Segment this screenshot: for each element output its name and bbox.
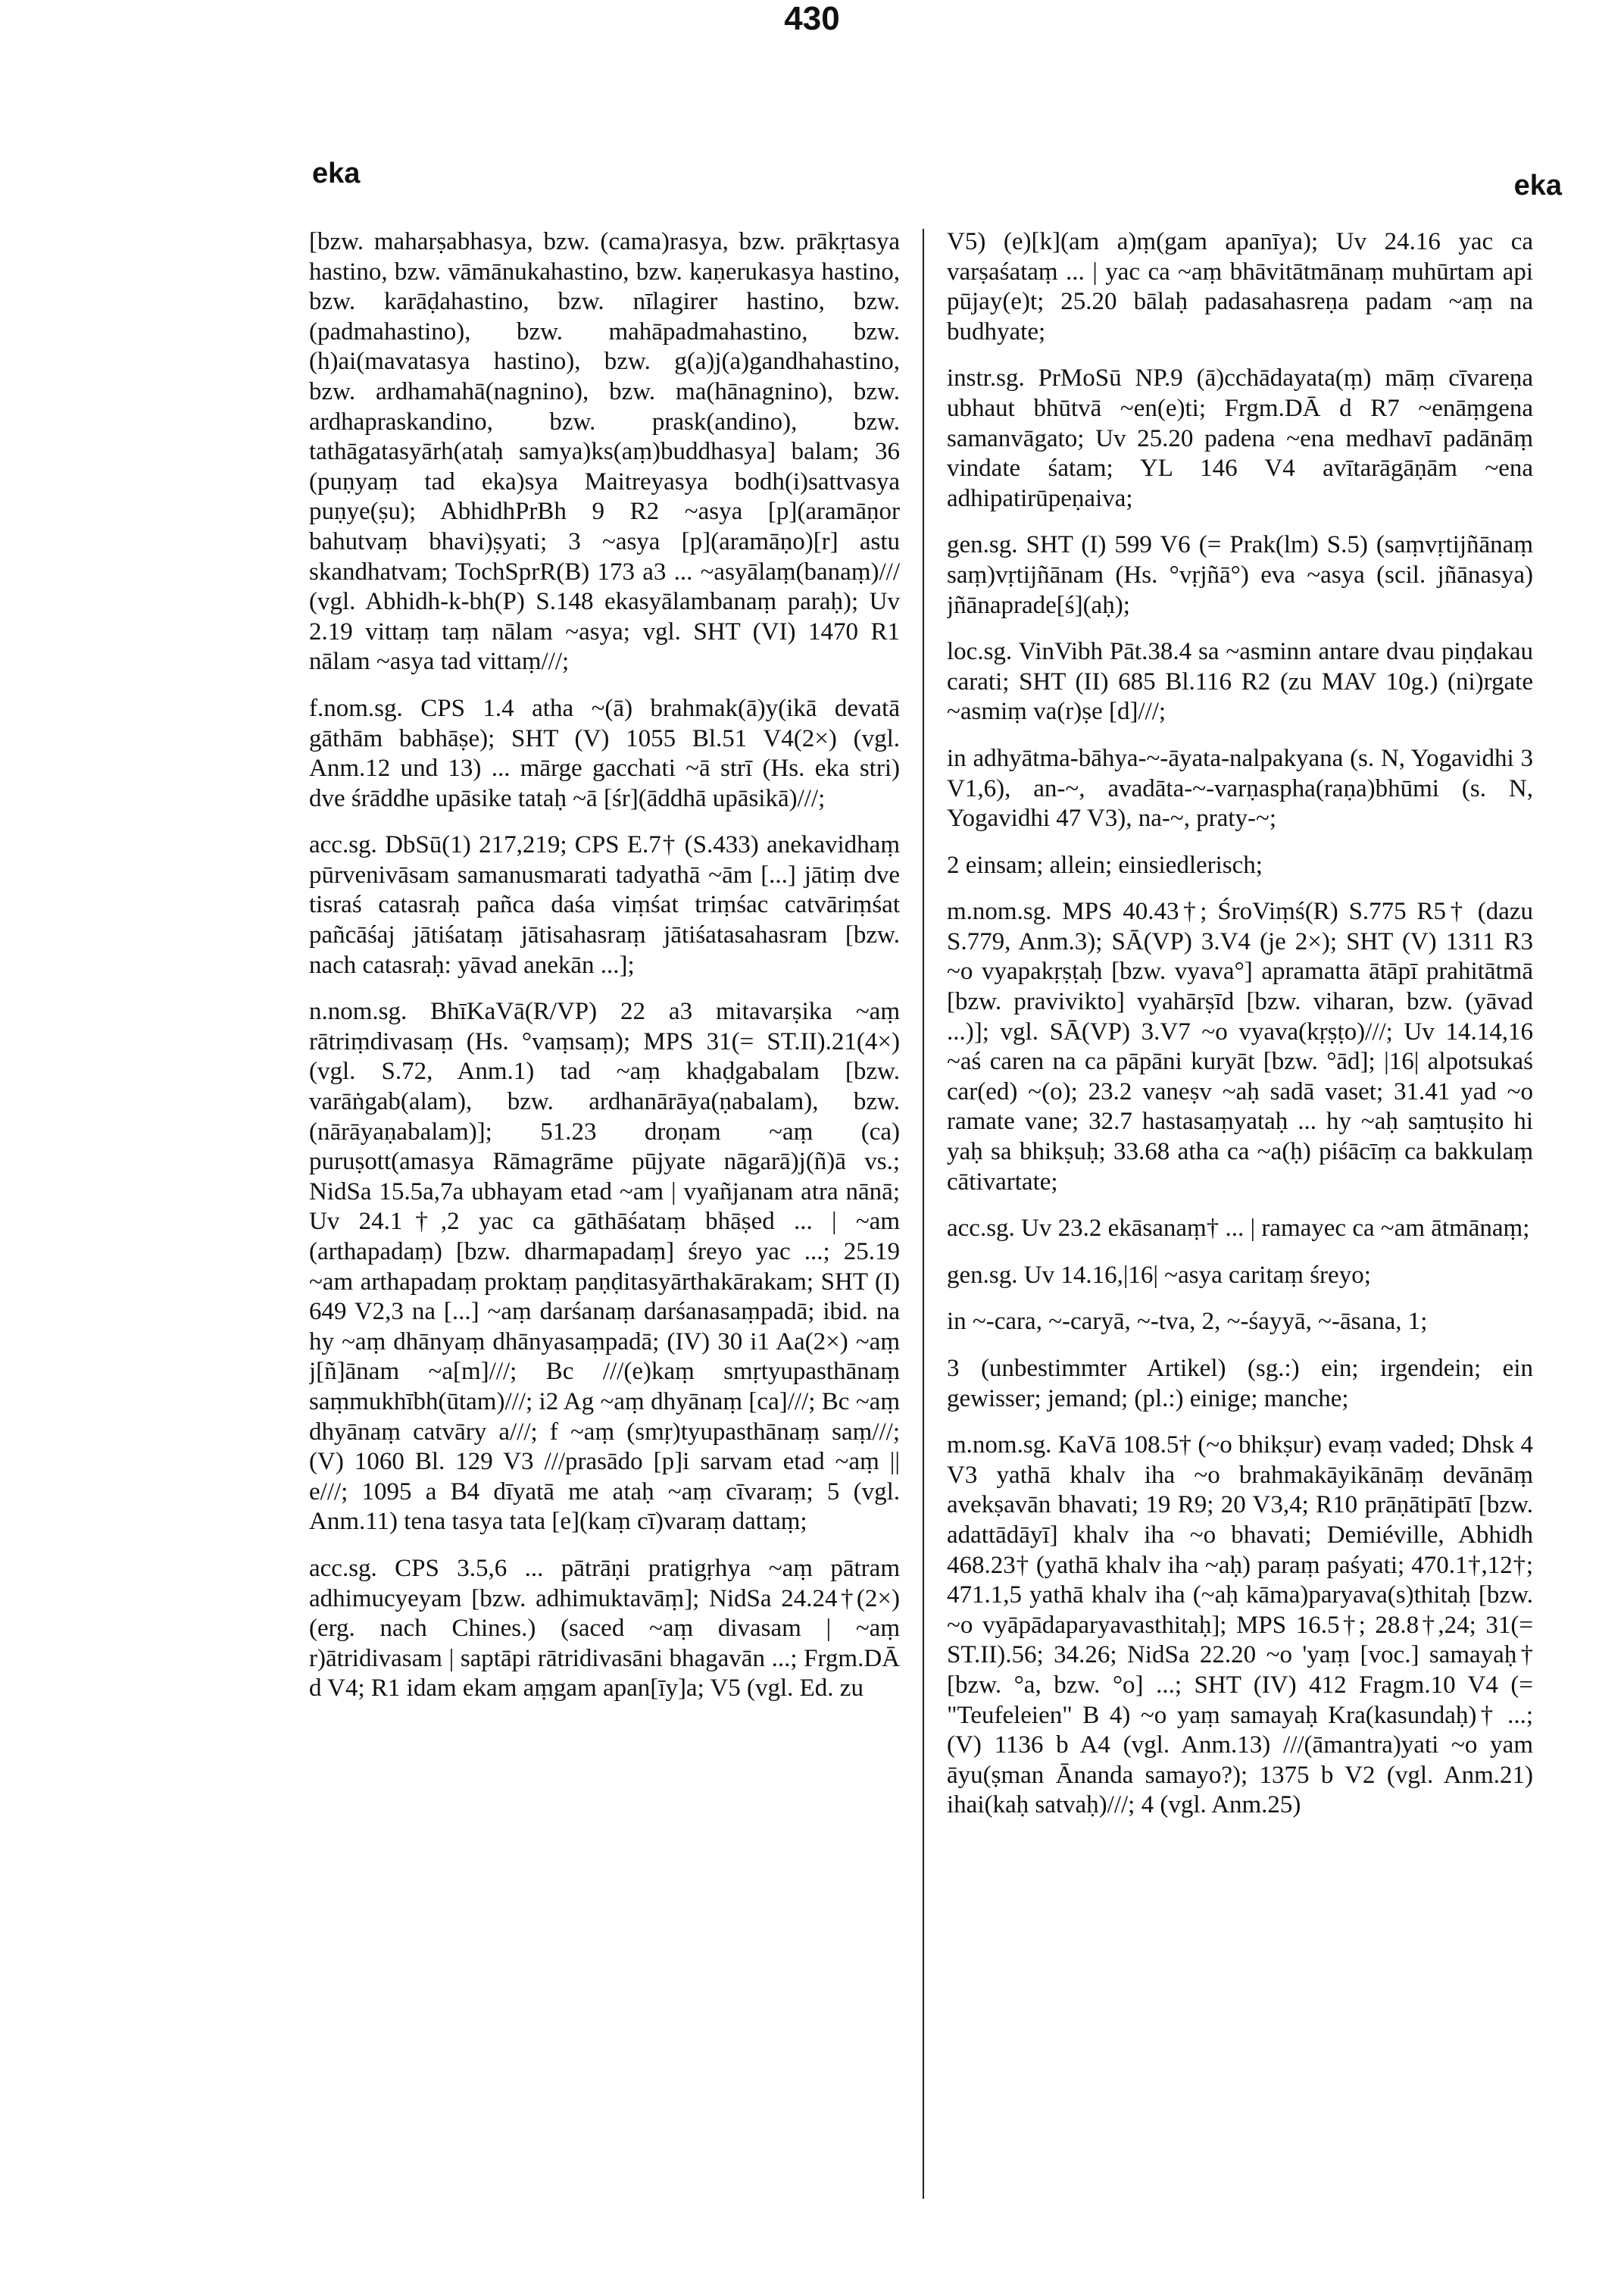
entry-paragraph: gen.sg. Uv 14.16,|16| ~asya caritaṃ śreyo;: [947, 1261, 1371, 1289]
entry-paragraph: f.nom.sg. CPS 1.4 atha ~(ā) brahmak(ā)y(ikā devatā gāthām babhāṣe); SHT (V) 1055 Bl.51 V4(2×) (vgl. Anm.12 und 13) ... mārge gacchati ~ā strī (Hs. eka stri) dve śrāddhe upāsike tataḥ ~ā [śr](āddhā upāsikā)///;: [309, 694, 900, 812]
entry-paragraph: n.nom.sg. BhīKaVā(R/VP) 22 a3 mitavarṣika ~aṃ rātriṃdivasaṃ (Hs. °vaṃsaṃ); MPS 31(= ST.II).21(4×) (vgl. S.72, Anm.1) tad ~aṃ khaḍgabalam [bzw. varāṅgab(alam), bzw. ardhanārāya(ṇabalam), bzw. (nārāyaṇabalam)]; 51.23 droṇam ~aṃ (ca) puruṣott(amasya Rāmagrāme pūjyate nāgarā)j(ñ)ā vs.; NidSa 15.5a,7a ubhayam etad ~am | vyañjanam atra nānā; Uv 24.1†,2 yac ca gāthāśataṃ bhāṣed ... | ~am (arthapadaṃ) [bzw. dharmapadaṃ] śreyo yac ...; 25.19 ~am arthapadaṃ proktaṃ paṇḍitasyārthakārakam; SHT (I) 649 V2,3 na [...] ~aṃ darśanaṃ darśanasaṃpadā; ibid. na hy ~aṃ dhānyaṃ dhānyasaṃpadā; (IV) 30 i1 Aa(2×) ~aṃ j[ñ]ānam ~a[m]///; Bc ///(e)kaṃ smṛtyupasthānaṃ saṃmukhībh(ūtam)///; i2 Ag ~aṃ dhyānaṃ [ca]///; Bc ~aṃ dhyānaṃ catvāry a///; f ~aṃ (smṛ)tyupasthānaṃ saṃ///; (V) 1060 Bl. 129 V3 ///prasādo [p]i sarvam etad ~aṃ || e///; 1095 a B4 dīyatā me ataḥ ~aṃ cīvaraṃ; 5 (vgl. Anm.11) tena tasya tata [e](kaṃ cī)varaṃ dattaṃ;: [309, 998, 900, 1536]
entry-paragraph: V5) (e)[k](am a)ṃ(gam apanīya); Uv 24.16 yac ca varṣaśataṃ ... | yac ca ~aṃ bhāvitātmānaṃ muhūrtam api pūjay(e)t; 25.20 bālaḥ padasahasreṇa padam ~aṃ na budhyate;: [947, 228, 1533, 346]
entry-paragraph: in ~-cara, ~-caryā, ~-tva, 2, ~-śayyā, ~-āsana, 1;: [947, 1308, 1428, 1336]
entry-paragraph: instr.sg. PrMoSū NP.9 (ā)cchādayata(ṃ) māṃ cīvareṇa ubhaut bhūtvā ~en(e)ti; Frgm.DĀ d R7 ~enāṃgena samanvāgato; Uv 25.20 padena ~ena medhavī padānāṃ vindate śatam; YL 146 V4 avītarāgāṇām ~ena adhipatirūpeṇaiva;: [947, 364, 1533, 512]
running-head-left: eka: [312, 158, 361, 189]
entry-paragraph: acc.sg. DbSū(1) 217,219; CPS E.7† (S.433) anekavidhaṃ pūrvenivāsam samanusmarati tadyathā ~ām [...] jātiṃ dve tisraś catasraḥ pañca daśa viṃśat triṃśac catvāriṃśat pañcāśaj jātiśataṃ jātisahasraṃ jātiśatasahasram [bzw. nach catasraḥ: yāvad anekān ...];: [309, 831, 900, 979]
entry-paragraph: 3 (unbestimmter Artikel) (sg.:) ein; irgendein; ein gewisser; jemand; (pl.:) einige; manche;: [947, 1355, 1533, 1412]
running-head-right: eka: [1513, 170, 1562, 202]
entry-paragraph: in adhyātma-bāhya-~-āyata-nalpakyana (s. N, Yogavidhi 3 V1,6), an-~, avadāta-~-varṇaspha(raṇa)bhūmi (s. N, Yogavidhi 47 V3), na-~, praty-~;: [947, 744, 1533, 833]
entry-paragraph: m.nom.sg. MPS 40.43†; ŚroViṃś(R) S.775 R5† (dazu S.779, Anm.3); SĀ(VP) 3.V4 (je 2×); SHT (V) 1311 R3 ~o vyapakṛṣṭaḥ [bzw. vyava°] apramatta ātāpī prahitātmā [bzw. pravivikto] vyahārṣīd [bzw. viharan, bzw. (yāvad ...)]; vgl. SĀ(VP) 3.V7 ~o vyava(kṛṣṭo)///; Uv 14.14,16 ~aś caren na ca pāpāni kuryāt [bzw. °ād]; |16| alpotsukaś car(ed) ~(o); 23.2 vaneṣv ~aḥ sadā vaset; 31.41 yad ~o ramate vane; 32.7 hastasaṃyataḥ ... hy ~aḥ saṃtuṣito hi yaḥ sa bhikṣuḥ; 33.68 atha ca ~a(ḥ) piśācīṃ ca bakkulaṃ cātivartate;: [947, 898, 1533, 1196]
page-number: 430: [784, 0, 840, 37]
entry-paragraph: m.nom.sg. KaVā 108.5† (~o bhikṣur) evaṃ vaded; Dhsk 4 V3 yathā khalv iha ~o brahmakāyikānāṃ devānāṃ avekṣavān bhavati; 19 R9; 20 V3,4; R10 prāṇātipātī [bzw. adattādāyī] khalv iha ~o bhavati; Demiéville, Abhidh 468.23† (yathā khalv iha ~aḥ) paraṃ paśyati; 470.1†,12†; 471.1,5 yathā khalv iha (~aḥ kāma)paryava(s)thitaḥ [bzw. ~o vyāpādaparyavasthitaḥ]; MPS 16.5†; 28.8†,24; 31(= ST.II).56; 34.26; NidSa 22.20 ~o 'yaṃ [voc.] samayaḥ† [bzw. °a, bzw. °o] ...; SHT (IV) 412 Fragm.10 V4 (= "Teufeleien" B 4) ~o yaṃ samayaḥ Kra(kasundaḥ)† ...; (V) 1136 b A4 (vgl. Anm.13) ///(āmantra)yati ~o yam āyu(ṣman Ānanda samayo?); 1375 b V2 (vgl. Anm.21) ihai(kaḥ satvaḥ)///; 4 (vgl. Anm.25): [947, 1431, 1533, 1819]
entry-paragraph: [bzw. maharṣabhasya, bzw. (cama)rasya, bzw. prākṛtasya hastino, bzw. vāmānukahastino, bzw. kaṇerukasya hastino, bzw. karāḍahastino, bzw. nīlagirer hastino, bzw. (padmahastino), bzw. mahāpadmahastino, bzw. (h)ai(mavatasya hastino), bzw. g(a)j(a)gandhahastino, bzw. ardhamahā(nagnino), bzw. ma(hānagnino), bzw. ardhapraskandino, bzw. prask(andino), bzw. tathāgatasyārh(ataḥ samya)ks(aṃ)buddhasya] balam; 36 (puṇyaṃ tad eka)sya Maitreyasya bodh(i)sattvasya puṇye(ṣu); AbhidhPrBh 9 R2 ~asya [p](aramāṇor bahutvaṃ bhavi)ṣyati; 3 ~asya [p](aramāṇo)[r] astu skandhatvam; TochSprR(B) 173 a3 ... ~asyālaṃ(banaṃ)/// (vgl. Abhidh-k-bh(P) S.148 ekasyālambanaṃ paraḥ); Uv 2.19 vittaṃ taṃ nālam ~asya; vgl. SHT (VI) 1470 R1 nālam ~asya tad vittaṃ///;: [309, 228, 900, 676]
entry-paragraph: acc.sg. Uv 23.2 ekāsanaṃ† ... | ramayec ca ~am ātmānaṃ;: [947, 1215, 1530, 1243]
entry-paragraph: 2 einsam; allein; einsiedlerisch;: [947, 851, 1263, 879]
entry-paragraph: gen.sg. SHT (I) 599 V6 (= Prak(lm) S.5) (saṃvṛtijñānaṃ saṃ)vṛtijñānam (Hs. °vṛjñā°) eva ~asya (scil. jñānasya) jñānaprade[ś](aḥ);: [947, 531, 1533, 619]
left-column: [309, 227, 900, 2228]
column-divider: [923, 229, 924, 2199]
entry-paragraph: acc.sg. CPS 3.5,6 ... pātrāṇi pratigṛhya ~aṃ pātram adhimucyeyam [bzw. adhimuktavāṃ]; NidSa 24.24†(2×) (erg. nach Chines.) (saced ~aṃ divasam | ~aṃ r)ātridivasam | saptāpi rātridivasāni bhagavān ...; Frgm.DĀ d V4; R1 idam ekam aṃgam apan[īy]a; V5 (vgl. Ed. zu: [309, 1554, 900, 1703]
entry-paragraph: loc.sg. VinVibh Pāt.38.4 sa ~asminn antare dvau piṇḍakau carati; SHT (II) 685 Bl.116 R2 (zu MAV 10g.) (ni)rgate ~asmiṃ va(r)ṣe [d]///;: [947, 638, 1533, 726]
right-column: [947, 227, 1533, 2228]
